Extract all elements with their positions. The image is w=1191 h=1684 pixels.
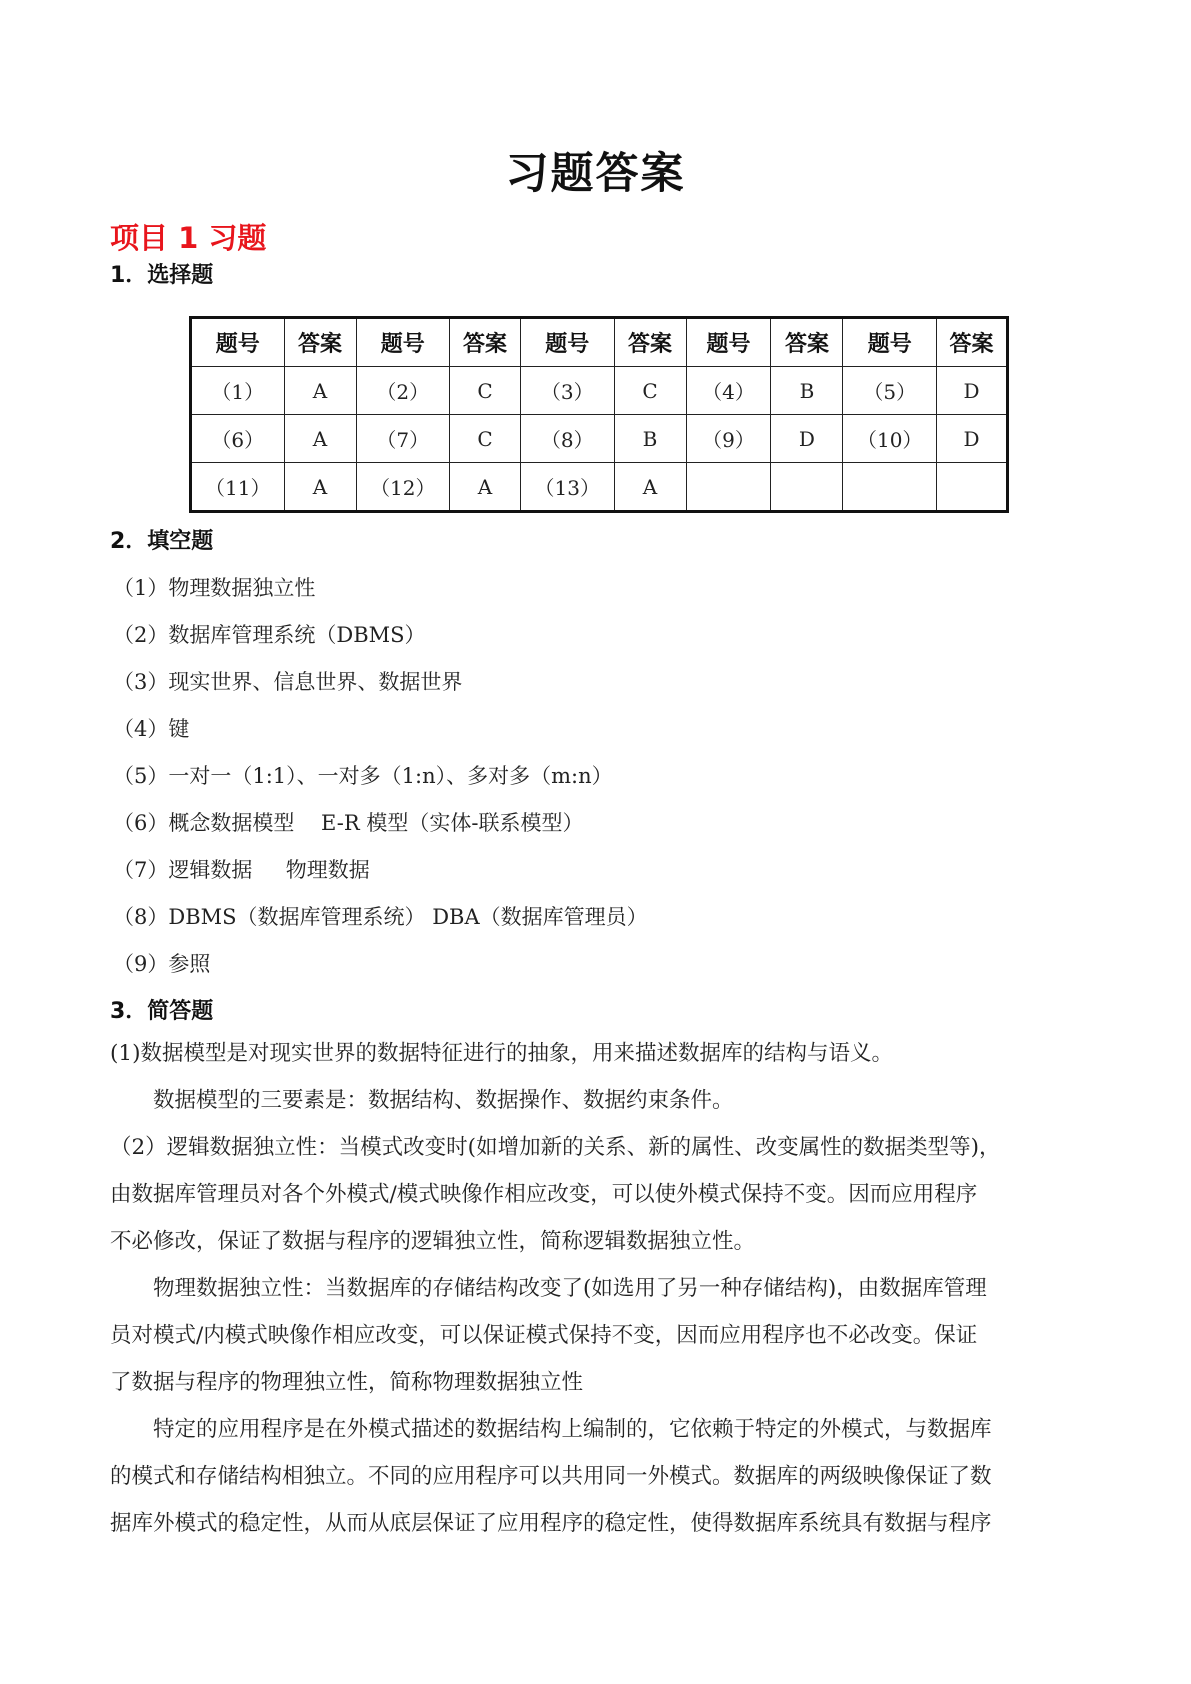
- header-cell: 答案: [614, 318, 686, 367]
- paragraph-line: （2）逻辑数据独立性：当模式改变时(如增加新的关系、新的属性、改变属性的数据类型等)，: [110, 1135, 1001, 1160]
- table-row: [191, 367, 1008, 415]
- paragraph-line: 物理数据独立性：当数据库的存储结构改变了(如选用了另一种存储结构)，由数据库管理: [153, 1276, 987, 1301]
- question-number-cell: [686, 463, 771, 512]
- header-cell: 答案: [450, 318, 521, 367]
- question-number-cell: （13）: [520, 463, 614, 512]
- table-row: [191, 415, 1008, 463]
- answer-cell: B: [771, 367, 843, 415]
- answer-cell: C: [450, 367, 521, 415]
- q1-heading: 1．选择题: [110, 263, 214, 288]
- fill-item: （6）概念数据模型 E-R 模型（实体-联系模型）: [113, 811, 584, 835]
- answer-paragraph-1: [110, 1030, 1090, 1124]
- answer-cell: B: [614, 415, 686, 463]
- answer-cell: A: [284, 367, 356, 415]
- answer-cell: D: [771, 415, 843, 463]
- paragraph-line: 不必修改，保证了数据与程序的逻辑独立性，简称逻辑数据独立性。: [110, 1229, 756, 1254]
- paragraph-line: 由数据库管理员对各个外模式/模式映像作相应改变，可以使外模式保持不变。因而应用程序: [110, 1182, 978, 1207]
- header-cell: 题号: [843, 318, 937, 367]
- question-number-cell: （1）: [191, 367, 285, 415]
- question-number-cell: （7）: [356, 415, 450, 463]
- q3-heading: 3．简答题: [110, 999, 214, 1024]
- paragraph-line: 数据模型的三要素是：数据结构、数据操作、数据约束条件。: [153, 1088, 734, 1113]
- question-number-cell: （3）: [520, 367, 614, 415]
- question-number-cell: （12）: [356, 463, 450, 512]
- header-cell: 题号: [686, 318, 771, 367]
- answer-paragraph-2: [110, 1124, 1090, 1265]
- fill-item: （5）一对一（1:1）、一对多（1:n）、多对多（m:n）: [113, 764, 613, 788]
- fill-item: （8）DBMS（数据库管理系统） DBA（数据库管理员）: [113, 905, 648, 929]
- page-title: 习题答案: [505, 149, 686, 199]
- answer-cell: A: [450, 463, 521, 512]
- answer-paragraph-3: [110, 1265, 1090, 1406]
- answer-cell: [771, 463, 843, 512]
- answer-cell: A: [614, 463, 686, 512]
- fill-item: （9）参照: [113, 952, 211, 976]
- answer-table: [189, 316, 1009, 513]
- fill-item: （7）逻辑数据 物理数据: [113, 858, 370, 882]
- table-row: [191, 463, 1008, 512]
- section-heading: 项目 1 习题: [110, 221, 267, 255]
- header-cell: 题号: [356, 318, 450, 367]
- paragraph-line: 员对模式/内模式映像作相应改变，可以保证模式保持不变，因而应用程序也不必改变。保证: [110, 1323, 978, 1348]
- answer-cell: A: [284, 415, 356, 463]
- question-number-cell: （2）: [356, 367, 450, 415]
- answer-cell: D: [936, 415, 1007, 463]
- q2-heading: 2．填空题: [110, 529, 214, 554]
- question-number-cell: （11）: [191, 463, 285, 512]
- header-cell: 答案: [284, 318, 356, 367]
- question-number-cell: [843, 463, 937, 512]
- header-cell: 答案: [936, 318, 1007, 367]
- fill-item: （2）数据库管理系统（DBMS）: [113, 623, 426, 647]
- header-cell: 答案: [771, 318, 843, 367]
- paragraph-line: 特定的应用程序是在外模式描述的数据结构上编制的，它依赖于特定的外模式，与数据库: [153, 1417, 992, 1442]
- paragraph-line: (1)数据模型是对现实世界的数据特征进行的抽象，用来描述数据库的结构与语义。: [110, 1041, 893, 1066]
- question-number-cell: （4）: [686, 367, 771, 415]
- answer-paragraph-4: [110, 1406, 1090, 1547]
- paragraph-line: 了数据与程序的物理独立性，简称物理数据独立性: [110, 1370, 584, 1395]
- question-number-cell: （8）: [520, 415, 614, 463]
- question-number-cell: （9）: [686, 415, 771, 463]
- paragraph-line: 据库外模式的稳定性，从而从底层保证了应用程序的稳定性，使得数据库系统具有数据与程序: [110, 1511, 992, 1536]
- paragraph-line: 的模式和存储结构相独立。不同的应用程序可以共用同一外模式。数据库的两级映像保证了数: [110, 1464, 992, 1489]
- fill-item: （3）现实世界、信息世界、数据世界: [113, 670, 463, 694]
- question-number-cell: （10）: [843, 415, 937, 463]
- header-cell: 题号: [520, 318, 614, 367]
- question-number-cell: （5）: [843, 367, 937, 415]
- fill-item: （1）物理数据独立性: [113, 576, 316, 600]
- answer-cell: [936, 463, 1007, 512]
- answer-cell: D: [936, 367, 1007, 415]
- answer-cell: A: [284, 463, 356, 512]
- header-cell: 题号: [191, 318, 285, 367]
- question-number-cell: （6）: [191, 415, 285, 463]
- table-header-row: [191, 318, 1008, 367]
- answer-cell: C: [450, 415, 521, 463]
- fill-item: （4）键: [113, 717, 190, 741]
- answer-cell: C: [614, 367, 686, 415]
